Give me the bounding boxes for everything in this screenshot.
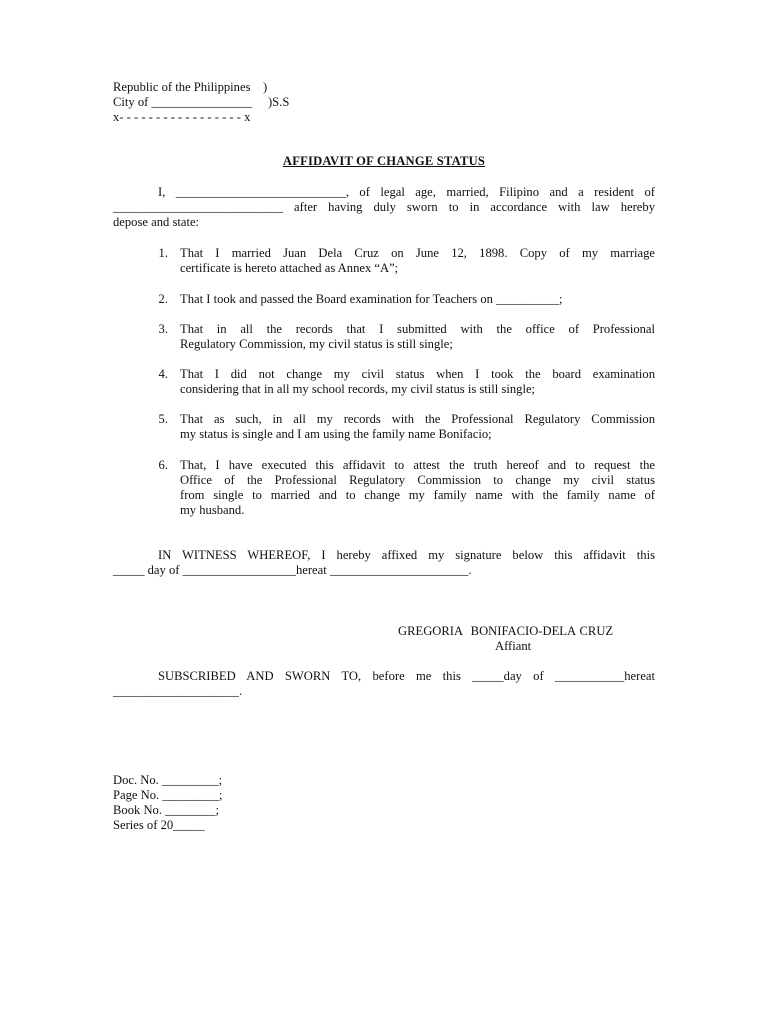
item-number: 5. bbox=[158, 412, 168, 426]
subscribed-line-2: ____________________. bbox=[113, 684, 243, 698]
item-4-line-1: That I did not change my civil status when I took the board examination bbox=[180, 367, 655, 381]
item-4-line-2: considering that in all my school records, my civil status is still single; bbox=[180, 382, 536, 396]
item-number: 1. bbox=[158, 246, 168, 260]
notary-page-no: Page No. _________; bbox=[113, 788, 223, 802]
intro-line-3: depose and state: bbox=[113, 215, 200, 229]
notary-doc-no: Doc. No. _________; bbox=[113, 773, 223, 787]
item-1-line-1: That I married Juan Dela Cruz on June 12, 1898. Copy of my marriage bbox=[180, 246, 655, 260]
header-republic: Republic of the Philippines ) bbox=[113, 80, 268, 94]
item-number: 2. bbox=[158, 292, 168, 306]
header-city: City of ________________ )S.S bbox=[113, 95, 290, 109]
notary-series: Series of 20_____ bbox=[113, 818, 205, 832]
item-number: 4. bbox=[158, 367, 168, 381]
affiant-label: Affiant bbox=[495, 639, 532, 653]
item-2-line-1: That I took and passed the Board examination for Teachers on __________; bbox=[180, 292, 563, 306]
affiant-name: GREGORIA BONIFACIO-DELA CRUZ bbox=[398, 624, 614, 638]
item-number: 3. bbox=[158, 322, 168, 336]
item-6-line-3: from single to married and to change my family name with the family name of bbox=[180, 488, 655, 502]
item-5-line-2: my status is single and I am using the family name Bonifacio; bbox=[180, 427, 492, 441]
intro-line-2: ___________________________ after having duly sworn to in accordance with law hereby bbox=[113, 200, 655, 214]
item-6-line-1: That, I have executed this affidavit to attest the truth hereof and to request the bbox=[180, 458, 655, 472]
subscribed-line-1: SUBSCRIBED AND SWORN TO, before me this _____day of ___________hereat bbox=[158, 669, 655, 683]
item-3-line-2: Regulatory Commission, my civil status is still single; bbox=[180, 337, 453, 351]
item-number: 6. bbox=[158, 458, 168, 472]
item-5-line-1: That as such, in all my records with the Professional Regulatory Commission bbox=[180, 412, 655, 426]
header-separator: x- - - - - - - - - - - - - - - - - x bbox=[113, 110, 251, 124]
intro-line-1: I, ___________________________, of legal age, married, Filipino and a resident of bbox=[158, 185, 655, 199]
document-title: AFFIDAVIT OF CHANGE STATUS bbox=[282, 154, 486, 168]
notary-book-no: Book No. ________; bbox=[113, 803, 220, 817]
item-6-line-2: Office of the Professional Regulatory Commission to change my civil status bbox=[180, 473, 655, 487]
witness-line-1: IN WITNESS WHEREOF, I hereby affixed my signature below this affidavit this bbox=[158, 548, 655, 562]
item-6-line-4: my husband. bbox=[180, 503, 245, 517]
item-3-line-1: That in all the records that I submitted with the office of Professional bbox=[180, 322, 655, 336]
witness-line-2: _____ day of __________________hereat ______________________. bbox=[113, 563, 472, 577]
item-1-line-2: certificate is hereto attached as Annex “A”; bbox=[180, 261, 399, 275]
